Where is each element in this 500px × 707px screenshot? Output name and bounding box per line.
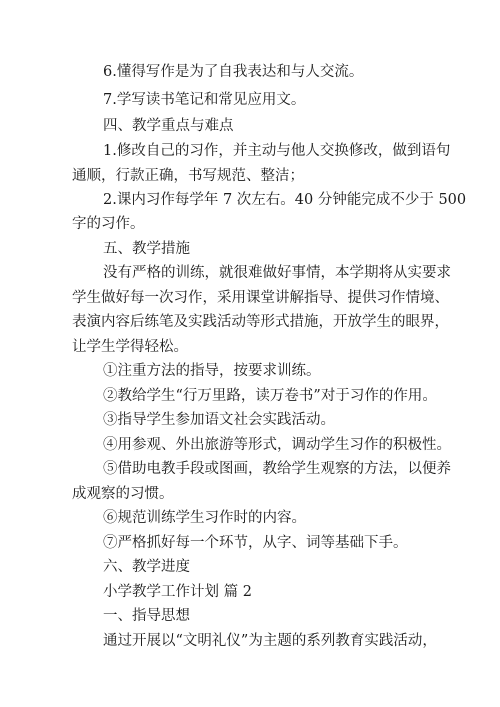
list-item: ④用参观、外出旅游等形式，调动学生习作的积极性。 [103, 437, 451, 453]
text-line: 字的习作。 [72, 216, 145, 232]
list-item: ①注重方法的指导，按要求训练。 [103, 363, 321, 379]
text-line: 通过开展以“文明礼仪”为主题的系列教育实践活动， [103, 633, 437, 649]
list-item: ⑥规范训练学生习作时的内容。 [103, 510, 306, 526]
text-line: 1.修改自己的习作，并主动与他人交换修改，做到语句 [103, 143, 451, 159]
text-line: 没有严格的训练，就很难做好事情，本学期将从实要求 [103, 265, 451, 281]
document-title: 小学教学工作计划 篇 2 [103, 584, 252, 600]
list-item: ⑦严格抓好每一个环节，从字、词等基础下手。 [103, 535, 408, 551]
text-line: 表演内容后练笔及实践活动等形式措施，开放学生的眼界， [72, 314, 449, 330]
text-line: 学生做好每一次习作，采用课堂讲解指导、提供习作情境、 [72, 290, 449, 306]
text-line: 让学生学得轻松。 [72, 339, 188, 355]
list-item: ③指导学生参加语文社会实践活动。 [103, 412, 335, 428]
section-heading: 六、教学进度 [103, 559, 190, 575]
list-item: ②教给学生“行万里路，读万卷书”对于习作的作用。 [103, 388, 437, 404]
list-item: ⑤借助电教手段或图画，教给学生观察的方法，以便养 [103, 461, 451, 477]
section-heading: 五、教学措施 [103, 241, 190, 257]
section-heading: 一、指导思想 [103, 608, 190, 624]
text-line: 通顺，行款正确，书写规范、整洁； [72, 168, 304, 184]
text-line: 6.懂得写作是为了自我表达和与人交流。 [103, 64, 364, 80]
section-heading: 四、教学重点与难点 [103, 118, 234, 134]
text-line: 7.学写读书笔记和常见应用文。 [103, 92, 306, 108]
text-line: 成观察的习惯。 [72, 486, 174, 502]
text-line: 2.课内习作每学年 7 次左右。40 分钟能完成不少于 500 [103, 192, 467, 208]
